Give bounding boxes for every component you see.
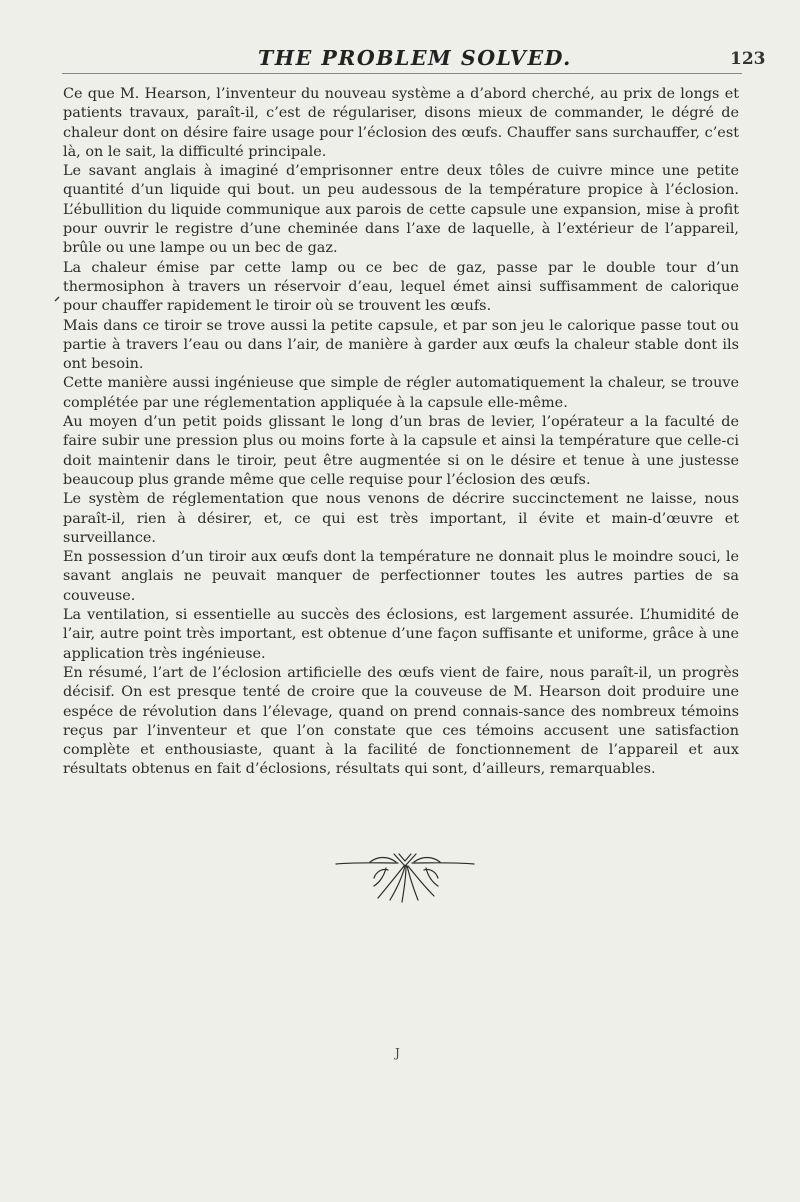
body-text (63, 85, 739, 780)
margin-mark (54, 296, 60, 302)
paragraph: La chaleur émise par cette lamp ou ce bec de gaz, passe par le double tour d’un thermosiphon à travers un réservoir d’eau, lequel émet ainsi suffisamment de calorique pour chauffer rapidement le tiroir où se trouvent les œufs. (63, 259, 739, 315)
paragraph: La ventilation, si essentielle au succès des éclosions, est largement assurée. L’humidité de l’air, autre point très important, est obtenue d’une façon suffisante et uniforme, grâce à une application très ingénieuse. (63, 607, 739, 662)
paragraph: En résumé, l’art de l’éclosion artificielle des œufs vient de faire, nous paraît-il, un progrès décisif. On est presque tenté de croire que la couveuse de M. Hearson doit produire une espéce de révolution dans l’élevage, quand on prend connais-sance des nombreux témoins reçus par l’inventeur et que l’on constate que ces témoins accusent une satisfaction complète et enthousiaste, quant à la facilité de fonctionnement de l’appareil et aux résultats obtenus en fait d’éclosions, résultats qui sont, d’ailleurs, remarquables. (63, 664, 739, 778)
running-title: THE PROBLEM SOLVED. (258, 46, 572, 70)
paragraph: Le savant anglais à imaginé d’emprisonner entre deux tôles de cuivre mince une petite quantité d’un liquide qui bout. un peu audessous de la température propice à l’éclosion. L’ébullition du liquide communique aux parois de cette capsule une expansion, mise à profit pour ouvrir le registre d’une cheminée dans l’axe de laquelle, à l’extérieur de l’appareil, brûle ou une lampe ou un bec de gaz. (63, 163, 739, 257)
header-rule (62, 73, 742, 74)
paragraph: Au moyen d’un petit poids glissant le long d’un bras de levier, l’opérateur a la faculté de faire subir une pression plus ou moins forte à la capsule et ainsi la température que celle-ci doit maintenir dans le tiroir, peut être augmentée si on le désire et tenue à une justesse beaucoup plus grande même que celle requise pour l’éclosion des œufs. (63, 414, 739, 488)
paragraph: Cette manière aussi ingénieuse que simple de régler automatiquement la chaleur, se trouve complétée par une réglementation appliquée à la capsule elle-même. (63, 375, 739, 411)
ornament-tailpiece-icon (330, 848, 480, 904)
paragraph: En possession d’un tiroir aux œufs dont la température ne donnait plus le moindre souci, le savant anglais ne peuvait manquer de perfectionner toutes les autres parties de sa couveuse. (63, 549, 739, 604)
paragraph: Mais dans ce tiroir se trove aussi la petite capsule, et par son jeu le calorique passe tout ou partie à travers l’eau ou dans l’air, de manière à garder aux œufs la chaleur stable dont ils ont besoin. (63, 317, 739, 373)
running-head (0, 40, 800, 70)
paragraph: Ce que M. Hearson, l’inventeur du nouveau système a d’abord cherché, au prix de longs et patients travaux, paraît-il, c’est de régulariser, disons mieux de commander, le dégré de chaleur dont on désire faire usage pour l’éclosion des œufs. Chauffer sans surchauffer, c’est là, on le sait, la difficulté principale. (63, 86, 739, 160)
paragraph: Le systèm de réglementation que nous venons de décrire succinctement ne laisse, nous paraît-il, rien à désirer, et, ce qui est très important, il évite et main-d’œuvre et surveillance. (63, 491, 739, 546)
signature-mark: J (395, 1046, 400, 1060)
page-number: 123 (730, 49, 766, 69)
